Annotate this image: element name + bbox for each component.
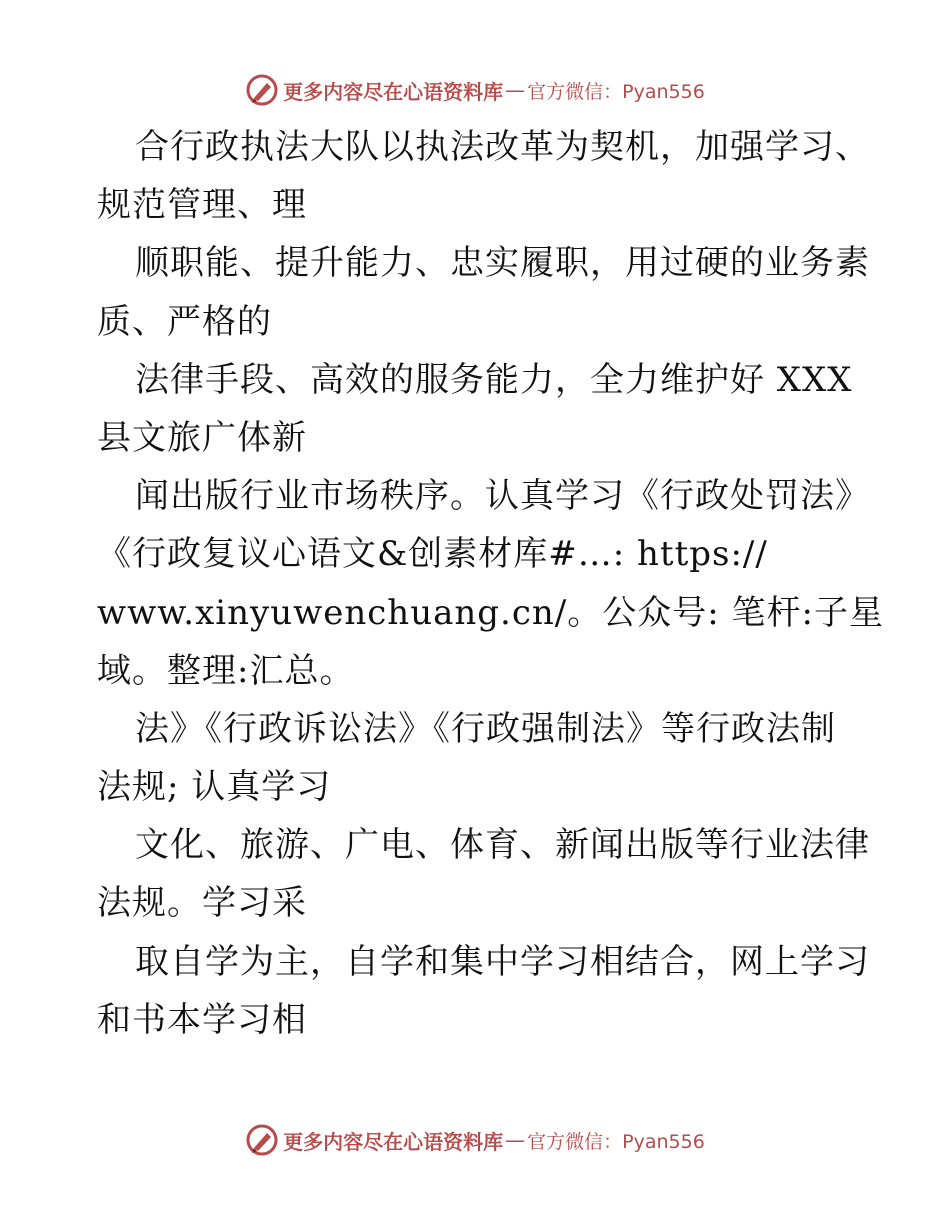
header-wechat: 官方微信：Pyan556 [527, 80, 705, 103]
body-line: 法》《行政诉讼法》《行政强制法》等行政法制 [135, 708, 836, 749]
body-line: 法规。学习采 [97, 883, 307, 924]
body-line: 《行政复议心语文&创素材库#…: https:// [97, 534, 768, 575]
body-line: 质、严格的 [97, 301, 272, 342]
body-line: 法律手段、高效的服务能力，全力维护好 XXX [135, 359, 853, 400]
body-line: 法规; 认真学习 [97, 767, 332, 808]
header-slogan: 更多内容尽在心语资料库 [283, 79, 504, 104]
document-body [97, 118, 884, 1049]
body-line: 文化、旅游、广电、体育、新闻出版等行业法律 [135, 825, 870, 866]
body-line: 域。整理:汇总。 [97, 650, 355, 691]
body-line: 合行政执法大队以执法改革为契机，加强学习、 [135, 127, 870, 167]
body-line: www.xinyuwenchuang.cn/。公众号: 笔杆:子星 [97, 592, 884, 633]
footer-wechat: 官方微信：Pyan556 [527, 1130, 705, 1153]
pen-logo-icon [245, 1123, 279, 1157]
footer-dash: — [505, 1128, 526, 1152]
footer-banner [0, 1120, 950, 1160]
pen-logo-icon [245, 73, 279, 107]
body-line: 取自学为主，自学和集中学习相结合，网上学习 [135, 941, 870, 982]
body-line: 闻出版行业市场秩序。认真学习《行政处罚法》 [135, 476, 870, 517]
body-line: 顺职能、提升能力、忠实履职，用过硬的业务素 [135, 243, 870, 284]
header-banner [0, 70, 950, 110]
footer-slogan: 更多内容尽在心语资料库 [283, 1129, 504, 1154]
body-line: 和书本学习相 [97, 999, 307, 1040]
body-line: 县文旅广体新 [97, 417, 307, 458]
header-dash: — [505, 78, 526, 102]
body-line: 规范管理、理 [97, 185, 307, 226]
